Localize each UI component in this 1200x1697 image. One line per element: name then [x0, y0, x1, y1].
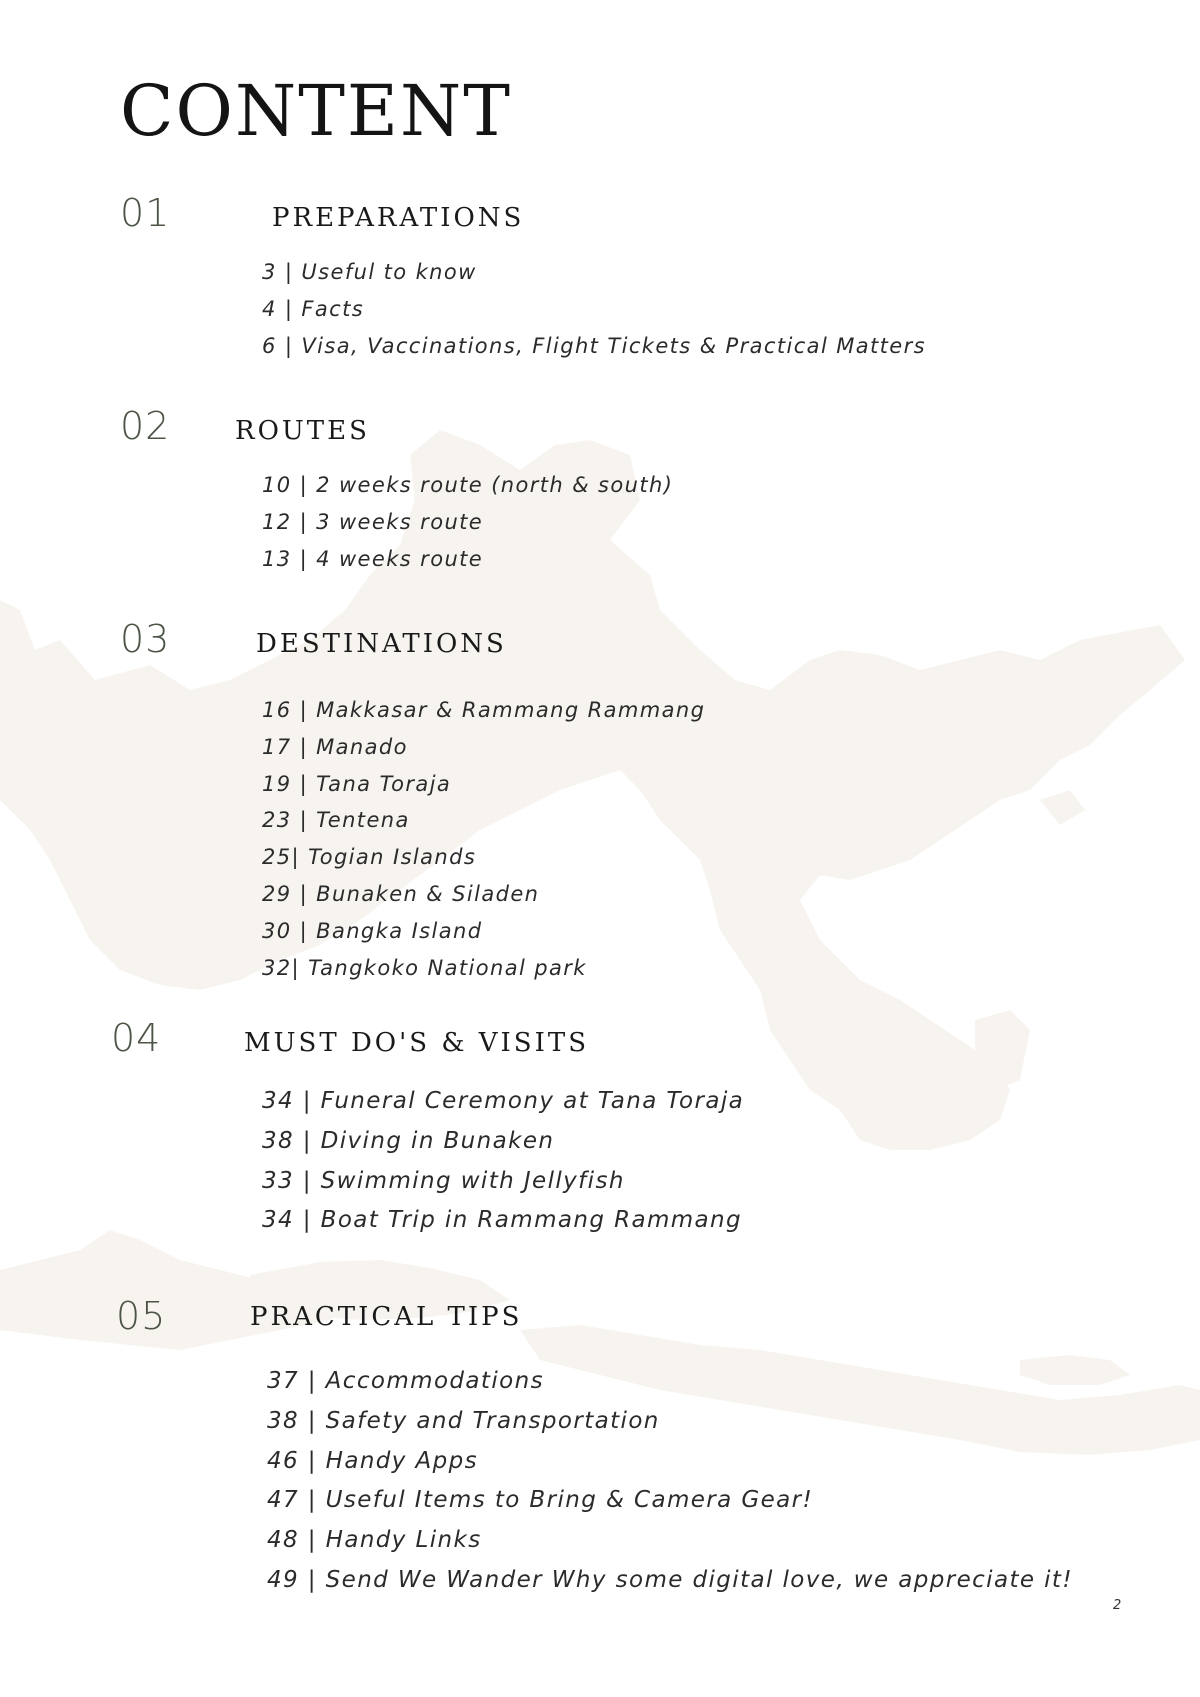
section-title-routes: ROUTES [235, 416, 370, 446]
section-number-04: 04 [111, 1016, 162, 1060]
page-title: CONTENT [120, 70, 512, 152]
section-items-routes [262, 467, 673, 577]
toc-item[interactable]: 12 | 3 weeks route [262, 509, 484, 534]
toc-item[interactable]: 4 | Facts [262, 296, 365, 321]
section-title-destinations: DESTINATIONS [256, 629, 507, 659]
section-number-02: 02 [120, 404, 171, 448]
section-title-must-dos: MUST DO'S & VISITS [244, 1028, 590, 1058]
toc-item[interactable]: 32| Tangkoko National park [262, 955, 587, 980]
toc-item[interactable]: 49 | Send We Wander Why some digital love, we appreciate it! [267, 1566, 1073, 1593]
section-title-practical-tips: PRACTICAL TIPS [250, 1302, 523, 1332]
page-number: 2 [1113, 1598, 1122, 1613]
toc-item[interactable]: 47 | Useful Items to Bring & Camera Gear! [267, 1487, 814, 1514]
toc-item[interactable]: 25| Togian Islands [262, 845, 477, 870]
section-title-preparations: PREPARATIONS [272, 203, 525, 233]
toc-item[interactable]: 34 | Funeral Ceremony at Tana Toraja [262, 1088, 745, 1114]
toc-item[interactable]: 23 | Tentena [262, 808, 410, 833]
toc-item[interactable]: 33 | Swimming with Jellyfish [262, 1167, 625, 1194]
toc-item[interactable]: 37 | Accommodations [267, 1368, 544, 1394]
section-items-destinations [262, 692, 705, 986]
toc-item[interactable]: 34 | Boat Trip in Rammang Rammang [262, 1207, 743, 1234]
toc-item[interactable]: 17 | Manado [262, 734, 408, 759]
toc-item[interactable]: 29 | Bunaken & Siladen [262, 881, 540, 906]
section-number-03: 03 [120, 617, 171, 661]
toc-item[interactable]: 19 | Tana Toraja [262, 771, 452, 796]
toc-item[interactable]: 3 | Useful to know [262, 260, 477, 284]
toc-item[interactable]: 10 | 2 weeks route (north & south) [262, 473, 674, 497]
section-items-practical-tips [267, 1362, 1073, 1601]
toc-item[interactable]: 38 | Diving in Bunaken [262, 1127, 555, 1154]
section-number-01: 01 [120, 191, 171, 235]
toc-item[interactable]: 13 | 4 weeks route [262, 546, 484, 571]
section-number-05: 05 [116, 1294, 167, 1338]
toc-item[interactable]: 30 | Bangka Island [262, 918, 483, 943]
map-island-east-2 [1040, 790, 1085, 825]
toc-item[interactable]: 16 | Makkasar & Rammang Rammang [262, 698, 706, 722]
section-items-preparations [262, 254, 926, 364]
toc-item[interactable]: 46 | Handy Apps [267, 1447, 479, 1474]
toc-item[interactable]: 48 | Handy Links [267, 1527, 482, 1554]
toc-item[interactable]: 6 | Visa, Vaccinations, Flight Tickets & Practical Matters [262, 333, 927, 358]
section-items-must-dos [262, 1082, 744, 1241]
toc-item[interactable]: 38 | Safety and Transportation [267, 1407, 660, 1434]
